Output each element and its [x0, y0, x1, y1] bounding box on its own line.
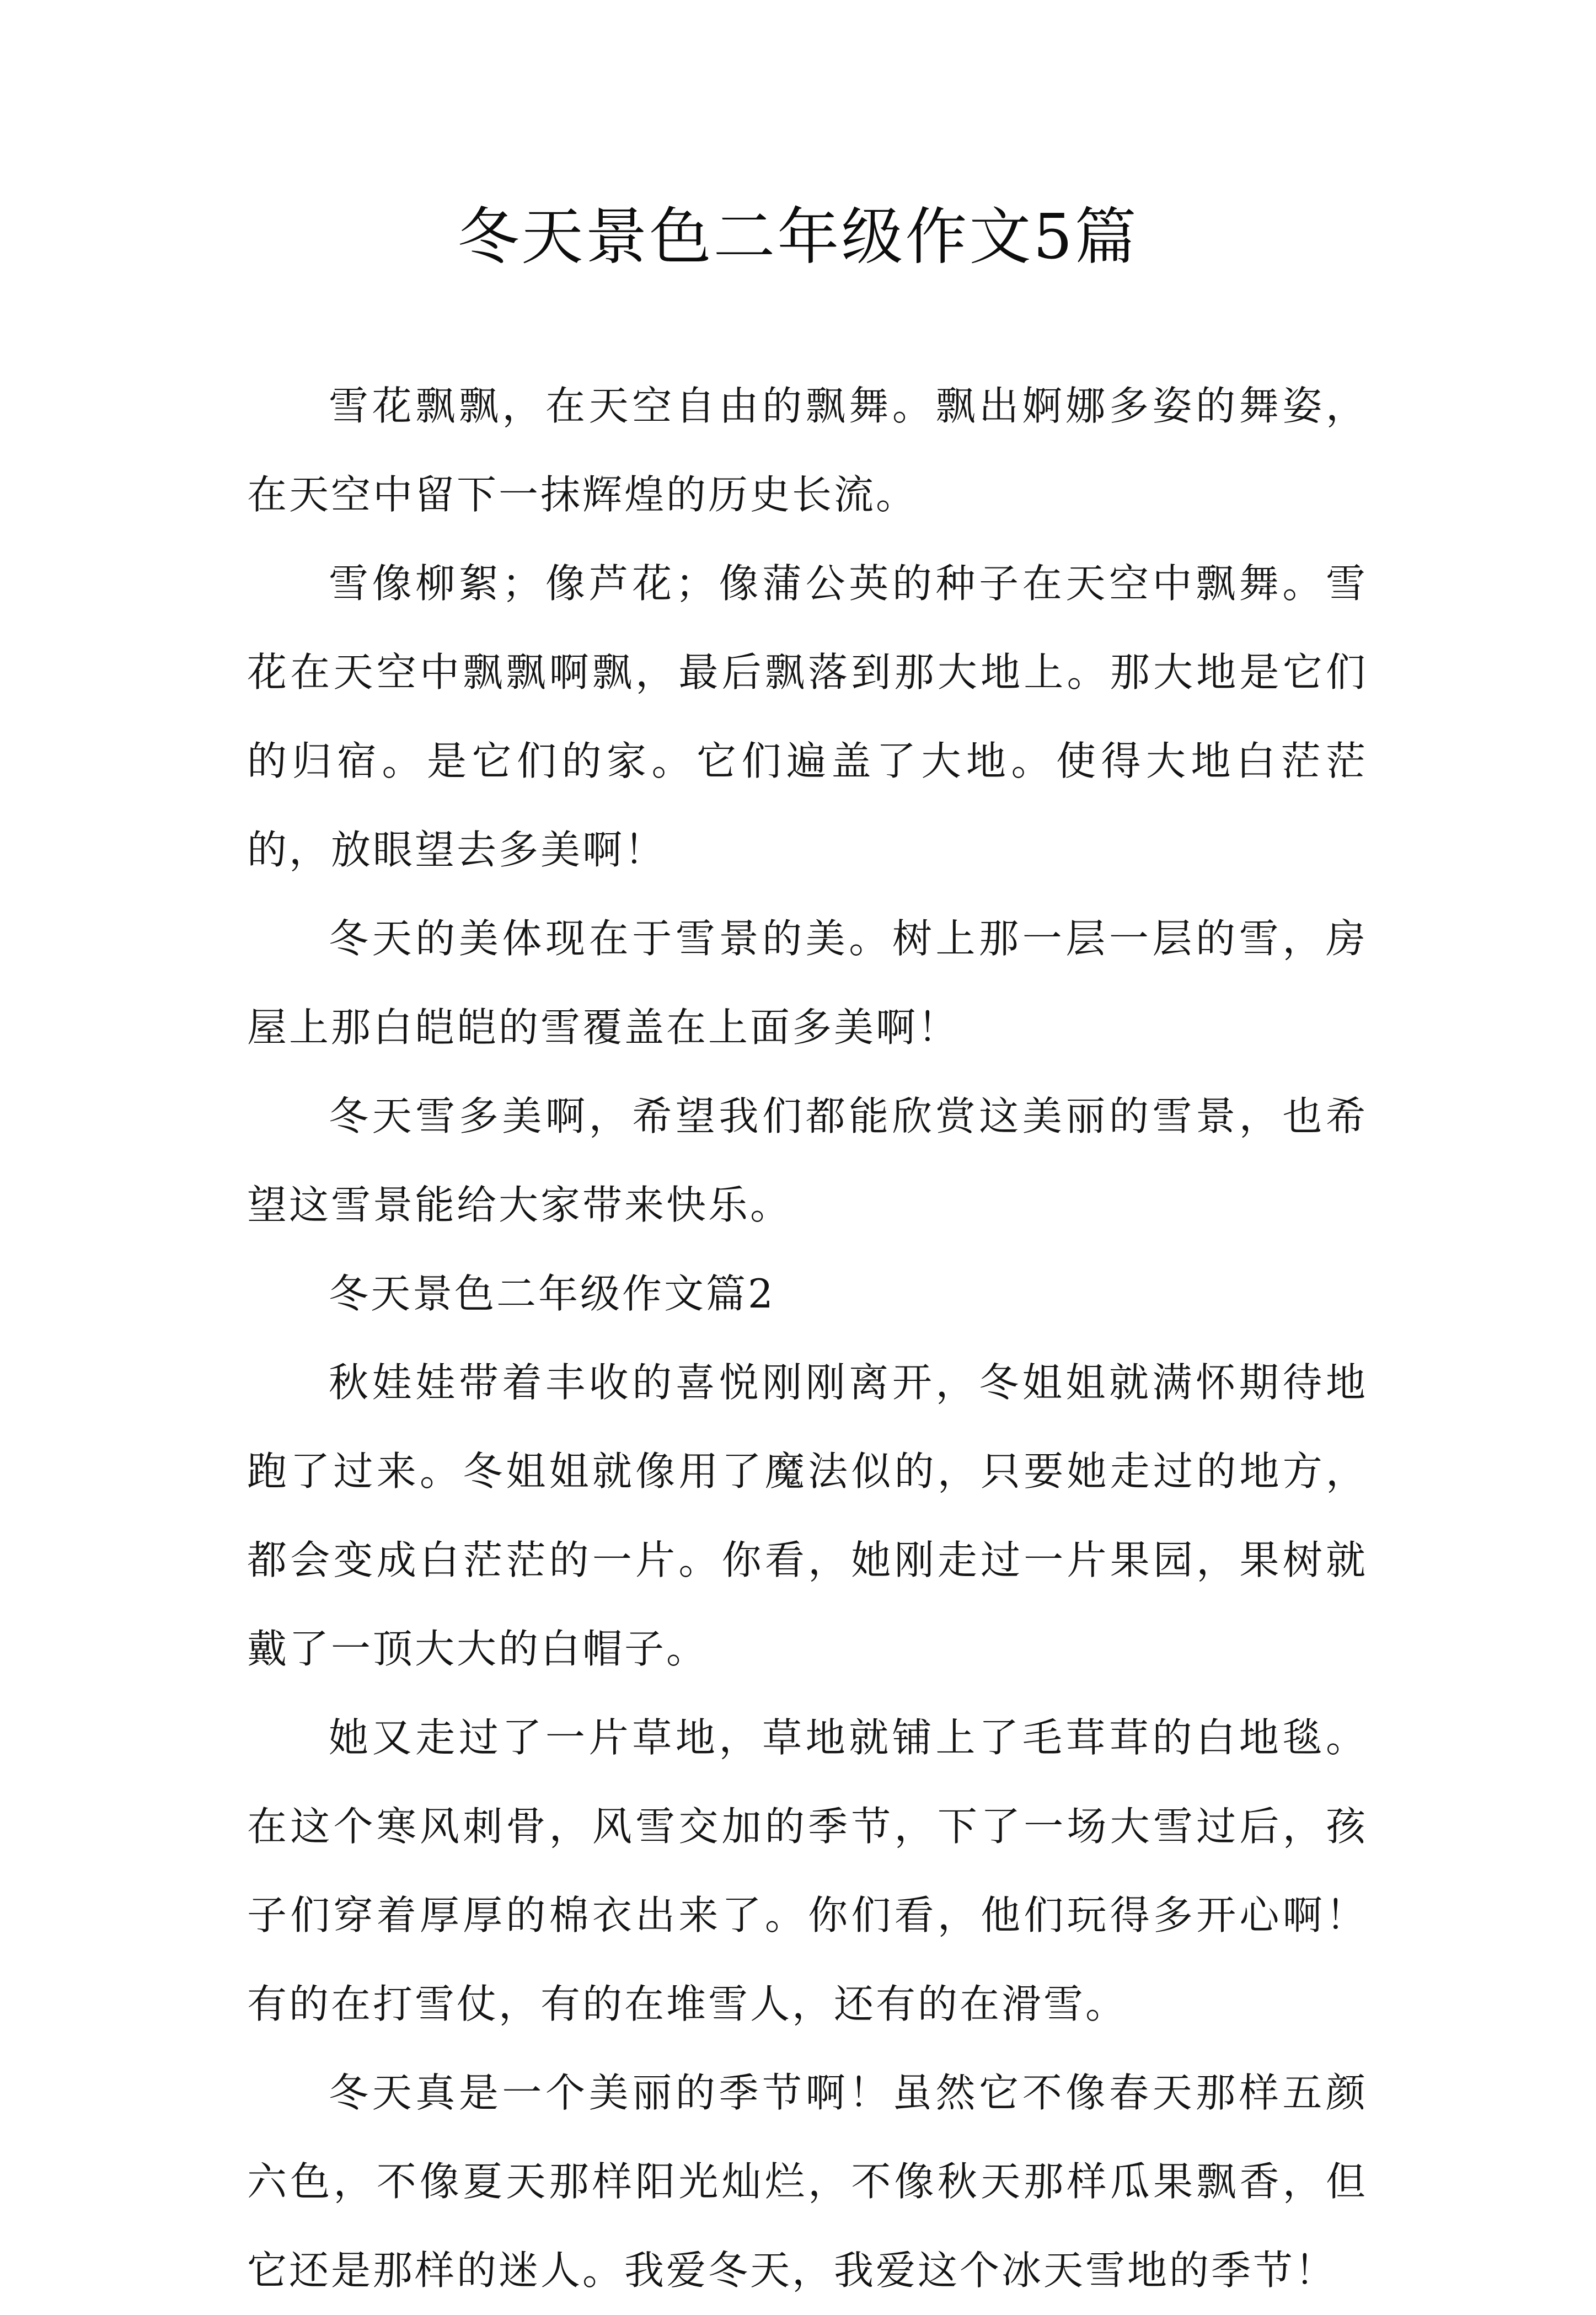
paragraph-4: 冬天雪多美啊，希望我们都能欣赏这美丽的雪景，也希望这雪景能给大家带来快乐。	[247, 1093, 1368, 1228]
paragraph-1: 雪花飘飘，在天空自由的飘舞。飘出婀娜多姿的舞姿，在天空中留下一抹辉煌的历史长流。	[247, 383, 1368, 518]
paragraph-5: 秋娃娃带着丰收的喜悦刚刚离开，冬姐姐就满怀期待地跑了过来。冬姐姐就像用了魔法似的，只要她走过的地方，都会变成白茫茫的一片。你看，她刚走过一片果园，果树就戴了一顶大大的白帽子。	[247, 1359, 1368, 1672]
document-title: 冬天景色二年级作文5篇	[457, 201, 1139, 273]
document-body	[247, 362, 1368, 2315]
paragraph-6: 她又走过了一片草地，草地就铺上了毛茸茸的白地毯。在这个寒风刺骨，风雪交加的季节，下了一场大雪过后，孩子们穿着厚厚的棉衣出来了。你们看，他们玩得多开心啊！有的在打雪仗，有的在堆雪人，还有的在滑雪。	[247, 1714, 1368, 2027]
paragraph-2: 雪像柳絮；像芦花；像蒲公英的种子在天空中飘舞。雪花在天空中飘飘啊飘，最后飘落到那大地上。那大地是它们的归宿。是它们的家。它们遍盖了大地。使得大地白茫茫的，放眼望去多美啊！	[247, 560, 1368, 873]
paragraph-7: 冬天真是一个美丽的季节啊！虽然它不像春天那样五颜六色，不像夏天那样阳光灿烂，不像秋天那样瓜果飘香，但它还是那样的迷人。我爱冬天，我爱这个冰天雪地的季节！	[247, 2070, 1368, 2293]
section-heading-2: 冬天景色二年级作文篇2	[329, 1271, 775, 1317]
paragraph-3: 冬天的美体现在于雪景的美。树上那一层一层的雪，房屋上那白皑皑的雪覆盖在上面多美啊！	[247, 915, 1368, 1051]
